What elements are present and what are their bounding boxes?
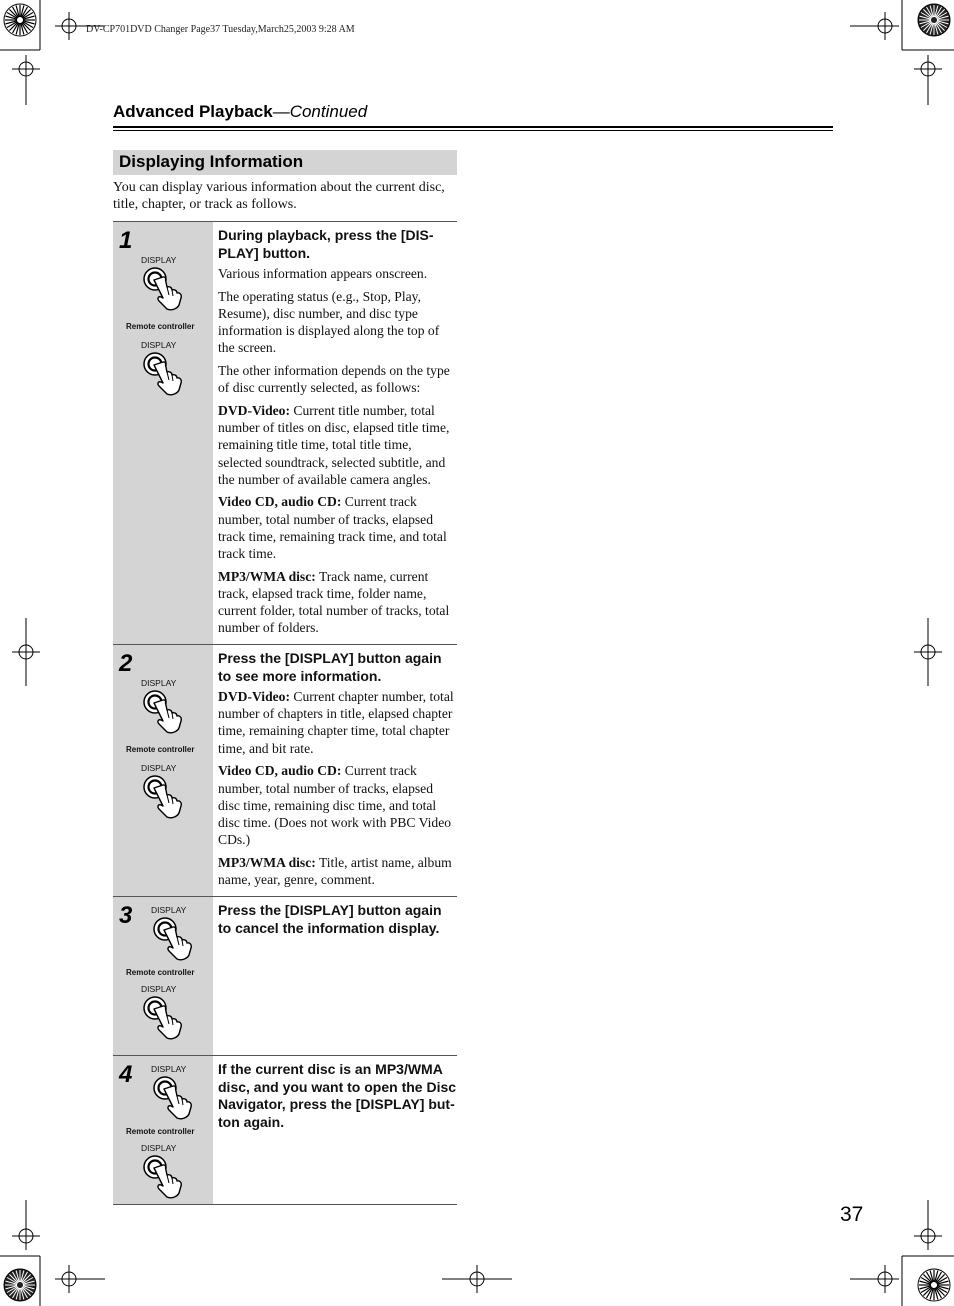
step-heading: Press the [DISPLAY] button again to see more information. [218, 650, 442, 684]
display-button-press-icon [141, 350, 191, 396]
disc-type-lead: DVD-Video: [218, 689, 290, 704]
step-content [218, 227, 458, 642]
unit-display-label: DISPLAY [151, 1064, 187, 1074]
remote-controller-label: Remote controller [126, 322, 195, 331]
starburst-mark-bottom-right [917, 1268, 951, 1302]
remote-controller-label: Remote controller [126, 968, 195, 977]
disc-type-lead: Video CD, audio CD: [218, 763, 342, 779]
section-title: Displaying Information [119, 152, 304, 171]
step-illustration-panel [113, 645, 213, 896]
unit-display-label: DISPLAY [151, 905, 187, 915]
step-2 [113, 644, 457, 896]
remote-display-label: DISPLAY [141, 340, 177, 350]
step-paragraph [218, 288, 458, 357]
display-button-press-icon [141, 773, 191, 819]
paragraph-text: Current track number, total number of tracks, elapsed track time, remaining track time, and total track time. [218, 494, 447, 562]
step-3 [113, 896, 457, 1056]
display-button-press-icon [141, 265, 191, 311]
step-illustration-panel [113, 1056, 213, 1205]
step-heading: Press the [DISPLAY] button again to cancel the information display. [218, 902, 442, 936]
step-4 [113, 1055, 457, 1205]
paragraph-text: Title, artist name, album name, year, genre, comment. [218, 854, 452, 888]
disc-type-lead: DVD-Video: [218, 402, 290, 418]
step-content [218, 1061, 458, 1134]
step-number: 2 [119, 650, 133, 677]
step-content [218, 650, 458, 894]
step-paragraphs [218, 265, 458, 637]
step-paragraph [218, 688, 458, 757]
step-paragraphs [218, 688, 458, 888]
remote-controller-label: Remote controller [126, 1127, 195, 1136]
step-heading: During playback, press the [DIS-PLAY] button. [218, 227, 434, 261]
disc-type-lead: Video CD, audio CD: [218, 494, 342, 510]
remote-controller-label: Remote controller [126, 745, 195, 754]
paragraph-text: The other information depends on the type of disc currently selected, as follows: [218, 363, 450, 396]
display-button-press-icon [141, 994, 191, 1040]
step-paragraph [218, 362, 458, 396]
section-intro: You can display various information about the current disc, title, chapter, or track as follows. [113, 180, 445, 212]
remote-display-label: DISPLAY [141, 1143, 177, 1153]
step-illustration-panel [113, 897, 213, 1056]
step-1 [113, 221, 457, 644]
paragraph-text: Current title number, total number of titles on disc, elapsed title time, remaining title time, total title time, selected soundtrack, selected subtitle, and the number of available camera angles. [218, 402, 450, 487]
display-button-press-icon [141, 688, 191, 734]
paragraph-text: Current track number, total number of tracks, elapsed disc time, remaining disc time, and total disc time. (Does not work with PBC Video CDs.) [218, 763, 452, 848]
paragraph-text: The operating status (e.g., Stop, Play, Resume), disc number, and disc type information is displayed along the top of the screen. [218, 288, 440, 356]
step-content [218, 902, 458, 940]
display-button-press-icon [141, 1153, 191, 1199]
display-button-press-icon [151, 915, 201, 961]
page-header [113, 102, 367, 122]
step-paragraph [218, 854, 458, 888]
starburst-mark-top-right [917, 3, 951, 37]
table-bottom-rule [113, 1204, 457, 1205]
step-paragraph [218, 493, 458, 562]
header-rule-thin [113, 130, 833, 131]
step-number: 4 [119, 1061, 133, 1088]
header-title: Advanced Playback [113, 102, 273, 121]
header-rule [113, 126, 833, 128]
disc-type-lead: MP3/WMA disc: [218, 568, 316, 584]
disc-type-lead: MP3/WMA disc: [218, 854, 316, 870]
step-paragraph [218, 762, 458, 848]
starburst-mark-top-left [3, 3, 37, 37]
remote-display-label: DISPLAY [141, 984, 177, 994]
unit-display-label: DISPLAY [141, 255, 177, 265]
step-paragraph [218, 402, 458, 488]
starburst-mark-bottom-left [3, 1268, 37, 1302]
unit-display-label: DISPLAY [141, 678, 177, 688]
print-slug: DV-CP701DVD Changer Page37 Tuesday,March25,2003 9:28 AM [86, 24, 355, 35]
paragraph-text: Track name, current track, elapsed track time, folder name, current folder, total number of tracks, total number of folders. [218, 568, 450, 636]
remote-display-label: DISPLAY [141, 763, 177, 773]
step-illustration-panel [113, 222, 213, 644]
display-button-press-icon [151, 1074, 201, 1120]
step-number: 1 [119, 227, 133, 254]
step-number: 3 [119, 902, 133, 929]
section-title-bar [113, 150, 457, 175]
step-heading: If the current disc is an MP3/WMA disc, and you want to open the Disc Navigator, press the [DISPLAY] but-ton again. [218, 1061, 457, 1130]
header-continued: —Continued [272, 102, 368, 121]
paragraph-text: Current chapter number, total number of chapters in title, elapsed chapter time, remaining chapter time, total chapter time, and bit rate. [218, 689, 454, 756]
paragraph-text: Various information appears onscreen. [218, 266, 428, 281]
step-paragraph [218, 568, 458, 637]
step-paragraph [218, 265, 458, 282]
page-number: 37 [840, 1203, 864, 1226]
